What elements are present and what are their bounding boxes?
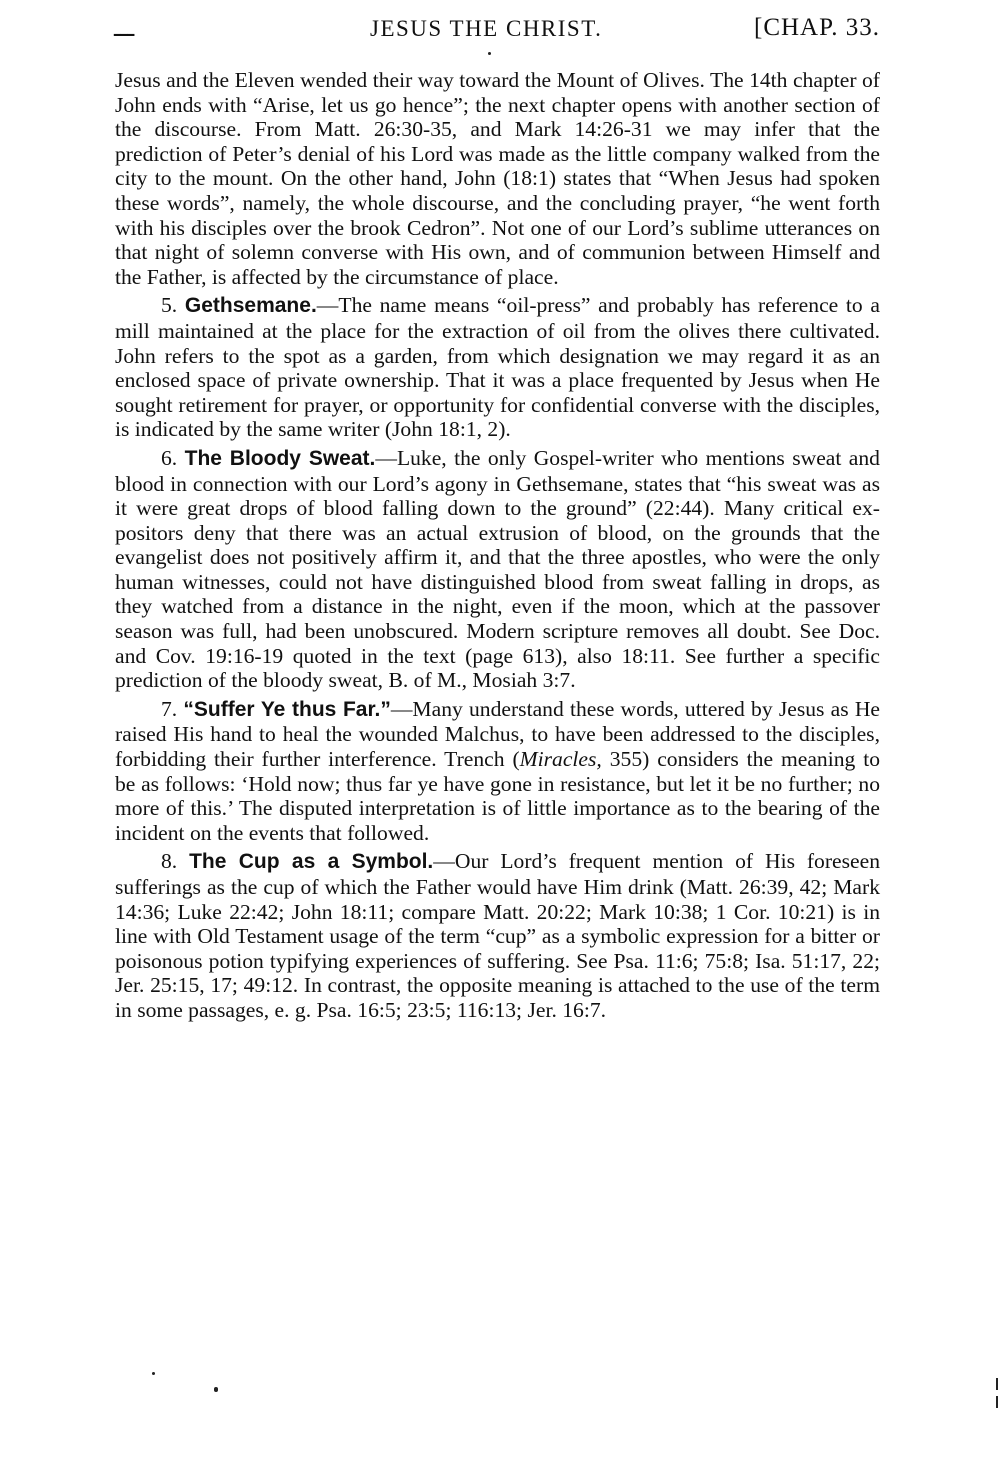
book-title: Miracles, (519, 747, 602, 772)
note-6 (115, 446, 880, 693)
note-5 (115, 293, 880, 442)
note-text: —The name means “oil-press” and probably has reference to a mill maintained at the place for the extraction of oil from the olives there cultivated. John refers to the spot as a garden, from which designation we may regard it as an enclosed space of private ownership. That it was a place frequented by Jesus when He sought retirement for prayer, or opportunity for confidential converse with the disciples, is indicated by the same writer (John 18:1, 2). (115, 293, 880, 442)
scan-edge-mark (996, 1378, 998, 1390)
page-body (115, 68, 880, 1023)
note-heading: The Bloody Sweat. (184, 446, 376, 470)
note-number: 6. (161, 445, 178, 470)
note-number: 7. (161, 696, 178, 721)
print-speck (152, 1372, 155, 1375)
note-text-continued: 355) considers the meaning to be as follows: ‘Hold now; thus far ye have gone in resistance, but let it be no further; no more of this.’ The disputed interpretation is of little importance as to the bearing of the incident on the events that followed. (115, 747, 880, 845)
note-number: 8. (161, 849, 178, 874)
scan-edge-mark (996, 1396, 998, 1408)
intro-paragraph: Jesus and the Eleven wended their way toward the Mount of Olives. The 14th chapter of John ends with “Arise, let us go hence”; the next chapter opens with another section of the discourse. From Matt. 26:30-35, and Mark 14:26-31 we may infer that the prediction of Peter’s denial of his Lord was made as the little company walked from the city to the mount. On the other hand, John (18:1) states that “When Jesus had spoken these words”, namely, the whole discourse, and the concluding prayer, “he went forth with his disciples over the brook Cedron”. Not one of our Lord’s sublime utterances on that night of solemn converse with His own, and of communion between Himself and the Father, is affected by the circumstance of place. (115, 68, 880, 289)
chapter-label: [CHAP. 33. (754, 14, 880, 41)
note-7 (115, 697, 880, 846)
running-title: JESUS THE CHRIST. (370, 16, 603, 41)
note-heading: The Cup as a Symbol. (189, 850, 434, 874)
note-number: 5. (161, 293, 178, 318)
page-number: ـــ (114, 16, 135, 41)
note-heading: “Suffer Ye thus Far.” (183, 697, 391, 721)
print-speck (488, 52, 491, 55)
note-text: —Our Lord’s frequent mention of His foreseen sufferings as the cup of which the Father would have Him drink (Matt. 26:39, 42; Mark 14:36; Luke 22:42; John 18:11; compare Matt. 20:22; Mark 10:38; 1 Cor. 10:21) is in line with Old Testament usage of the term “cup” as a symbolic expression for a bitter or poisonous potion typifying experiences of suffering. See Psa. 11:6; 75:8; Isa. 51:17, 22; Jer. 25:15, 17; 49:12. In contrast, the opposite meaning is attached to the use of the term in some passages, e. g. Psa. 16:5; 23:5; 116:13; Jer. 16:7. (115, 849, 880, 1022)
print-speck (214, 1387, 218, 1392)
note-text: —Many understand these words, uttered by Jesus as He raised His hand to heal the wounded Malchus, to have been addressed to the disciples, forbidding their further interference. Trench ( (115, 696, 880, 772)
note-text: —Luke, the only Gospel-writer who mentions sweat and blood in connection with our Lord’s agony in Gethsemane, states that “his sweat was as it were great drops of blood falling down to the ground” (22:44). Many critical expositors deny that there was an actual extrusion of blood, on the grounds that the evangelist does not positively affirm it, and that the three apostles, who were the only human witnesses, could not have distinguished blood from sweat falling in drops, as they watched from a distance in the night, even if the moon, which at the passover season was full, had been unobscured. Modern scripture removes all doubt. See Doc. and Cov. 19:16-19 quoted in the text (page 613), also 18:11. See further a specific prediction of the bloody sweat, B. of M., Mosiah 3:7. (115, 445, 880, 693)
note-8 (115, 849, 880, 1022)
running-header (114, 14, 880, 48)
note-heading: Gethsemane. (184, 294, 317, 318)
